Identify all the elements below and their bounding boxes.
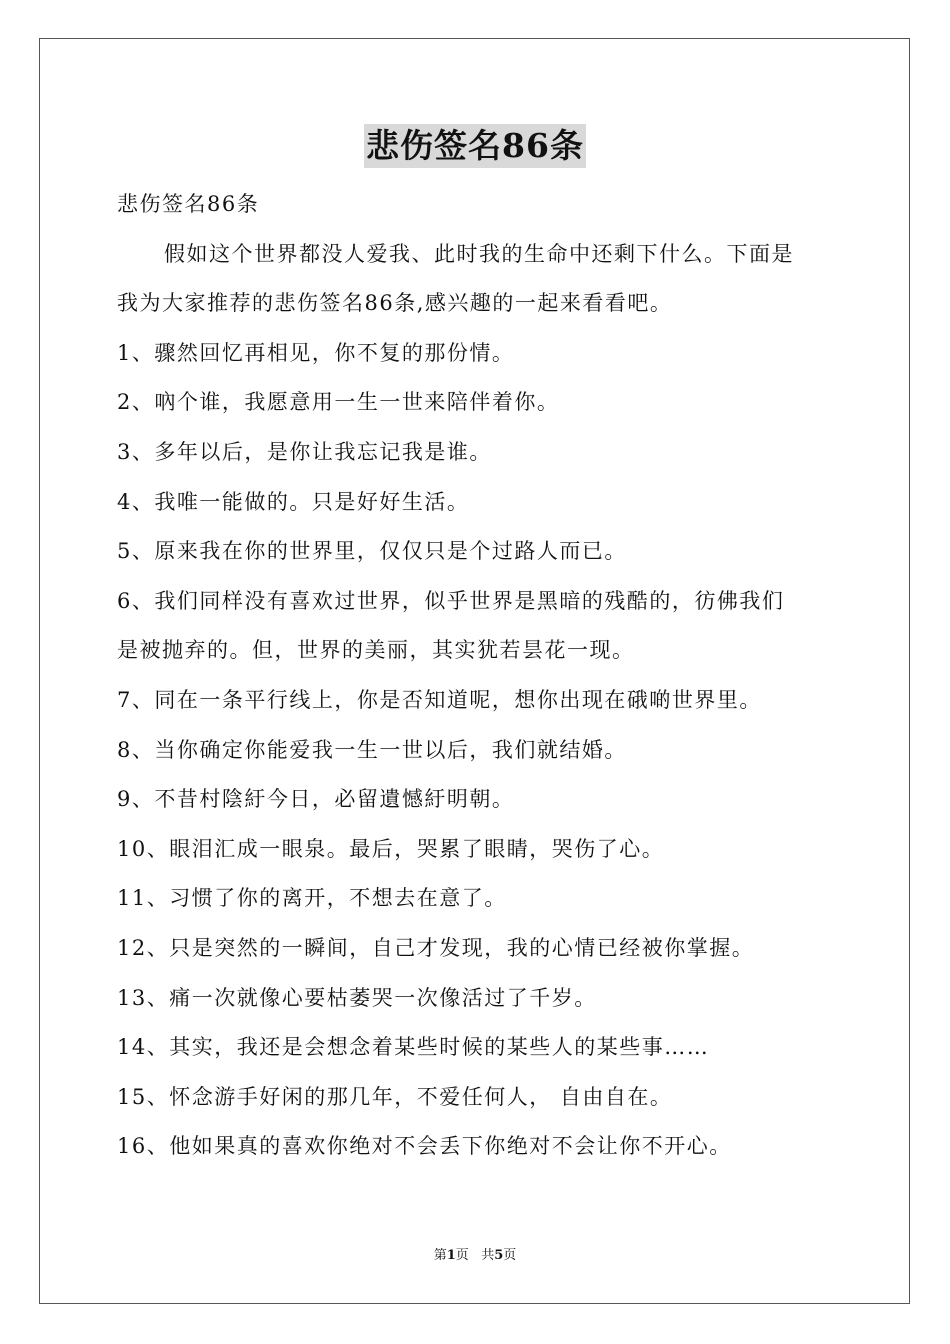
page-mid: 页 共: [455, 1248, 495, 1263]
list-item: 12、只是突然的一瞬间，自己才发现，我的心情已经被你掌握。: [117, 935, 755, 960]
intro-line-1: 假如这个世界都没人爱我、此时我的生命中还剩下什么。下面是: [164, 241, 794, 266]
list-item: 8、当你确定你能爱我一生一世以后，我们就结婚。: [117, 737, 627, 762]
list-item: 14、其实，我还是会想念着某些时候的某些人的某些事……: [117, 1035, 710, 1060]
page-total: 5: [494, 1248, 504, 1263]
list-item: 10、眼泪汇成一眼泉。最后，哭累了眼睛，哭伤了心。: [117, 836, 665, 861]
list-item: 是被抛弃的。但，世界的美丽，其实犹若昙花一现。: [117, 638, 635, 663]
page-prefix: 第: [433, 1248, 447, 1263]
intro-line-2: 我为大家推荐的悲伤签名86条,感兴趣的一起来看看吧。: [117, 291, 673, 316]
list-item: 9、不昔村陰紆今日，必留遺憾紆明朝。: [117, 787, 515, 812]
document-title: 悲伤签名86条: [364, 124, 586, 168]
list-item: 6、我们同样没有喜欢过世界，似乎世界是黑暗的残酷的，彷佛我们: [117, 588, 785, 613]
page-current: 1: [446, 1248, 456, 1263]
list-item: 15、怀念游手好闲的那几年，不爱任何人， 自由自在。: [117, 1084, 673, 1109]
title-container: [0, 124, 950, 168]
subtitle: 悲伤签名86条: [117, 192, 260, 216]
list-item: 5、原来我在你的世界里，仅仅只是个过路人而已。: [117, 539, 627, 564]
list-item: 3、多年以后，是你让我忘记我是谁。: [117, 439, 492, 464]
list-item: 13、痛一次就像心要枯萎哭一次像活过了千岁。: [117, 985, 597, 1010]
list-item: 1、骤然回忆再相见，你不复的那份情。: [117, 340, 515, 365]
document-body: [117, 180, 837, 1172]
page-footer: [0, 1247, 950, 1265]
list-item: 2、吶个谁，我愿意用一生一世来陪伴着你。: [117, 390, 560, 415]
list-item: 4、我唯一能做的。只是好好生活。: [117, 489, 470, 514]
list-item: 16、他如果真的喜欢你绝对不会丢下你绝对不会让你不开心。: [117, 1134, 732, 1159]
list-item: 7、同在一条平行线上，你是否知道呢，想你出现在硪啲世界里。: [117, 687, 762, 712]
list-item: 11、习惯了你的离开，不想去在意了。: [117, 886, 507, 911]
page-suffix: 页: [503, 1248, 517, 1263]
